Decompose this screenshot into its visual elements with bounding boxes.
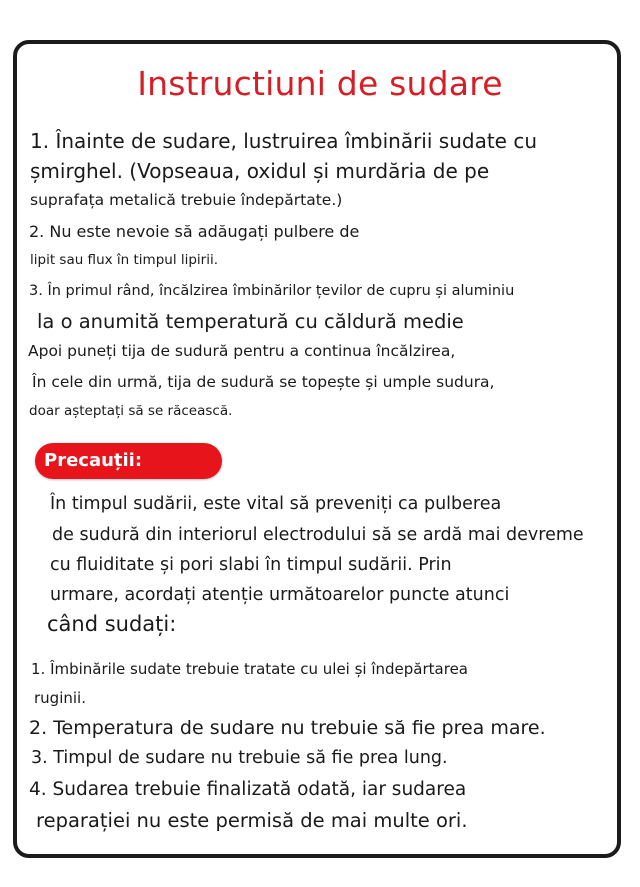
precautions-intro-line: cu fluiditate și pori slabi în timpul sudării. Prin	[50, 555, 452, 575]
precaution-item: 3. Timpul de sudare nu trebuie să fie prea lung.	[31, 748, 448, 768]
instruction-line: 1. Înainte de sudare, lustruirea îmbinării sudate cu	[30, 129, 538, 153]
instruction-line: suprafața metalică trebuie îndepărtate.)	[30, 191, 343, 209]
instruction-line: doar așteptați să se răcească.	[29, 403, 233, 419]
precautions-intro-line: de sudură din interiorul electrodului să se ardă mai devreme	[52, 525, 584, 545]
precautions-intro-line: urmare, acordați atenție următoarelor puncte atunci	[50, 585, 510, 605]
instruction-line: 3. În primul rând, încălzirea îmbinărilor țevilor de cupru și aluminiu	[29, 283, 515, 299]
precautions-intro-line: când sudați:	[47, 612, 177, 636]
precaution-item: 4. Sudarea trebuie finalizată odată, iar sudarea	[29, 779, 467, 800]
precaution-item: ruginii.	[34, 689, 86, 707]
precaution-item: reparației nu este permisă de mai multe ori.	[36, 809, 468, 832]
precaution-item: 2. Temperatura de sudare nu trebuie să fie prea mare.	[29, 717, 546, 739]
instruction-line: În cele din urmă, tija de sudură se topește și umple sudura,	[32, 373, 495, 391]
instruction-line: lipit sau flux în timpul lipirii.	[30, 252, 219, 268]
instruction-line: 2. Nu este nevoie să adăugați pulbere de	[29, 222, 360, 241]
instruction-line: la o anumită temperatură cu căldură medie	[37, 310, 464, 333]
instruction-line: șmirghel. (Vopseaua, oxidul și murdăria de pe	[30, 159, 490, 183]
precautions-label: Precauții:	[44, 450, 143, 471]
precautions-badge	[35, 443, 222, 479]
instruction-line: Apoi puneți tija de sudură pentru a continua încălzirea,	[28, 342, 456, 360]
precaution-item: 1. Îmbinările sudate trebuie tratate cu ulei și îndepărtarea	[31, 660, 468, 678]
precautions-intro-line: În timpul sudării, este vital să preveniți ca pulberea	[50, 494, 502, 514]
page-title: Instructiuni de sudare	[137, 64, 503, 103]
